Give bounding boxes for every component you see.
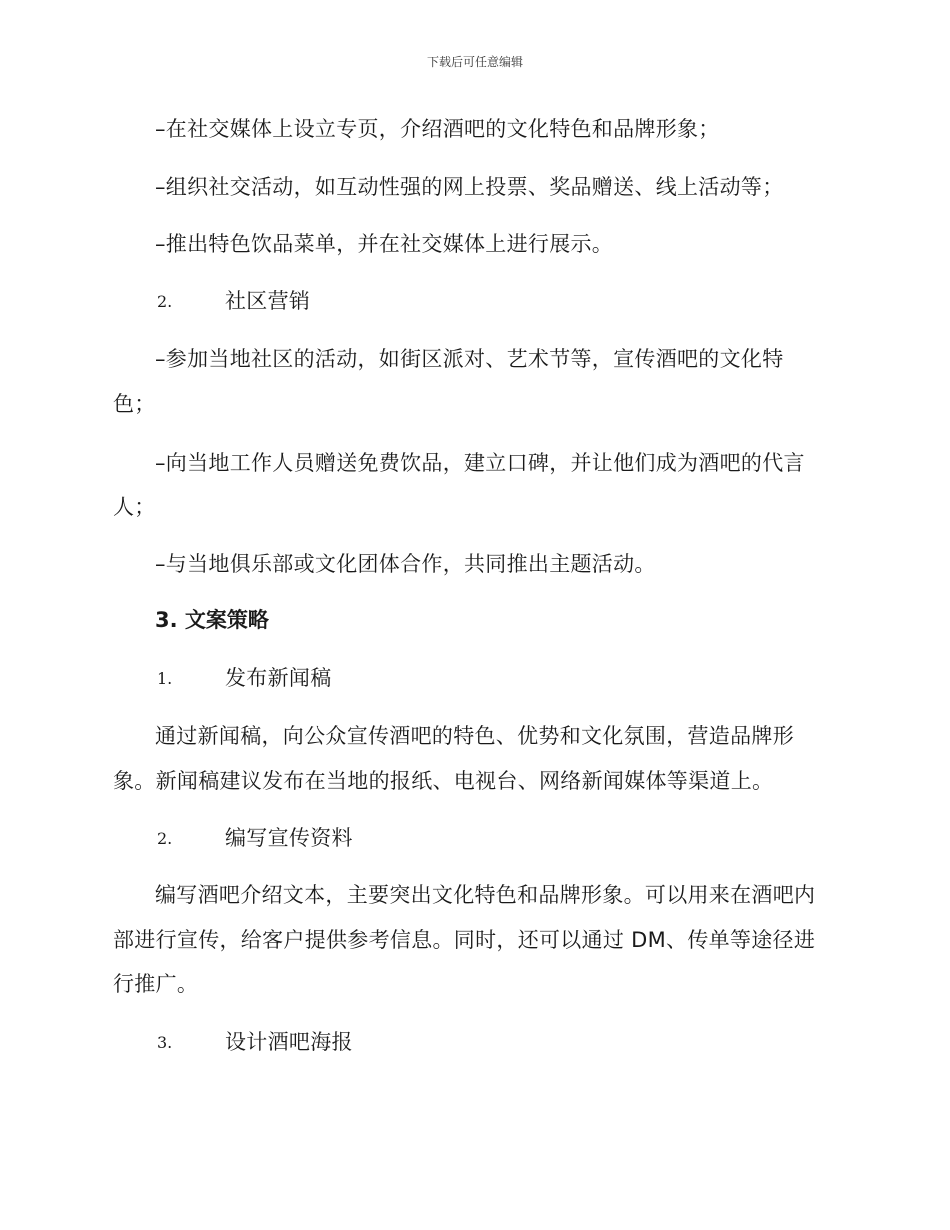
sub2-paragraph-line-1: 编写酒吧介绍文本，主要突出文化特色和品牌形象。可以用来在酒吧内 (155, 883, 816, 907)
sub1-number: 1. (157, 669, 173, 688)
community-item-1-line-2: 色； (113, 392, 156, 416)
sub1-paragraph-line-2: 象。新闻稿建议发布在当地的报纸、电视台、网络新闻媒体等渠道上。 (113, 769, 774, 793)
sub3-title: 设计酒吧海报 (225, 1030, 353, 1054)
community-item-3: –与当地俱乐部或文化团体合作，共同推出主题活动。 (155, 552, 656, 576)
community-item-2-line-2: 人； (113, 495, 156, 519)
community-title: 社区营销 (225, 289, 311, 313)
sub2-paragraph-line-2: 部进行宣传，给客户提供参考信息。同时，还可以通过 DM、传单等途径进 (113, 928, 816, 952)
sub2-paragraph-line-3: 行推广。 (113, 972, 199, 996)
community-number: 2. (157, 292, 173, 311)
community-item-2-line-1: –向当地工作人员赠送免费饮品，建立口碑，并让他们成为酒吧的代言 (155, 451, 805, 475)
social-item-1: –在社交媒体上设立专页，介绍酒吧的文化特色和品牌形象； (155, 117, 720, 141)
social-item-3: –推出特色饮品菜单，并在社交媒体上进行展示。 (155, 232, 614, 256)
section-heading-copywriting: 3. 文案策略 (155, 608, 269, 632)
sub2-title: 编写宣传资料 (225, 826, 353, 850)
social-item-2: –组织社交活动，如互动性强的网上投票、奖品赠送、线上活动等； (155, 175, 784, 199)
page-header: 下载后可任意编辑 (426, 55, 523, 69)
community-item-1-line-1: –参加当地社区的活动，如街区派对、艺术节等，宣传酒吧的文化特 (155, 347, 784, 371)
sub1-title: 发布新闻稿 (225, 666, 332, 690)
sub3-number: 3. (157, 1033, 173, 1052)
sub1-paragraph-line-1: 通过新闻稿，向公众宣传酒吧的特色、优势和文化氛围，营造品牌形 (155, 724, 794, 748)
sub2-number: 2. (157, 829, 173, 848)
